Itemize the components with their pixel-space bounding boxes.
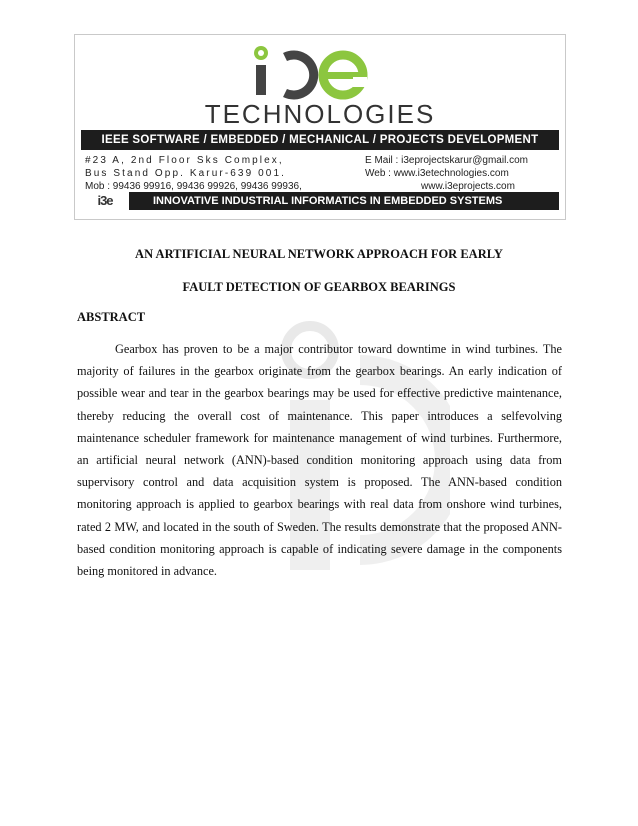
paper-title-line-1: AN ARTIFICIAL NEURAL NETWORK APPROACH FOR EARLY — [135, 247, 503, 261]
paper-title-line-2: FAULT DETECTION OF GEARBOX BEARINGS — [182, 280, 456, 294]
brand-subtitle: TECHNOLOGIES — [204, 99, 436, 129]
mobile-numbers: Mob : 99436 99916, 99436 99926, 99436 99936, — [85, 181, 302, 192]
services-tagline: IEEE SOFTWARE / EMBEDDED / MECHANICAL / PROJECTS DEVELOPMENT — [81, 130, 559, 150]
slogan-bar — [81, 192, 559, 210]
website-text: Web : www.i3etechnologies.com — [365, 168, 509, 179]
company-banner — [74, 34, 566, 220]
abstract-heading: ABSTRACT — [77, 310, 146, 324]
email-text: E Mail : i3eprojectskarur@gmail.com — [365, 155, 528, 166]
address-block — [85, 154, 302, 193]
abstract-body: Gearbox has proven to be a major contributor toward downtime in wind turbines. The majority of failures in the gearbox originate from the gearbox bearings. An early indication of possible wear and tear in the gearbox bearings may be used for effective predictive maintenance, thereby reducing the overall cost of maintenance. This paper introduces a selfevolving maintenance scheduler framework for maintenance management of wind turbines. Furthermore, an artificial neural network (ANN)-based condition monitoring approach using data from supervisory control and data acquisition system is proposed. The ANN-based condition monitoring approach is applied to gearbox bearings with real data from onshore wind turbines, rated 2 MW, and located in the south of Sweden. The results demonstrate that the proposed ANN-based condition monitoring approach is capable of indicating severe damage in the components being monitored in advance. — [77, 342, 562, 579]
slogan-text: INNOVATIVE INDUSTRIAL INFORMATICS IN EMBEDDED SYSTEMS — [153, 195, 503, 207]
i3e-logo-icon — [235, 39, 405, 101]
small-logo-icon: i3e — [81, 192, 129, 210]
contact-block — [365, 154, 528, 193]
website-secondary-text: www.i3eprojects.com — [421, 181, 515, 192]
address-line-1: #23 A, 2nd Floor Sks Complex, — [85, 155, 284, 166]
address-line-2: Bus Stand Opp. Karur-639 001. — [85, 168, 286, 179]
